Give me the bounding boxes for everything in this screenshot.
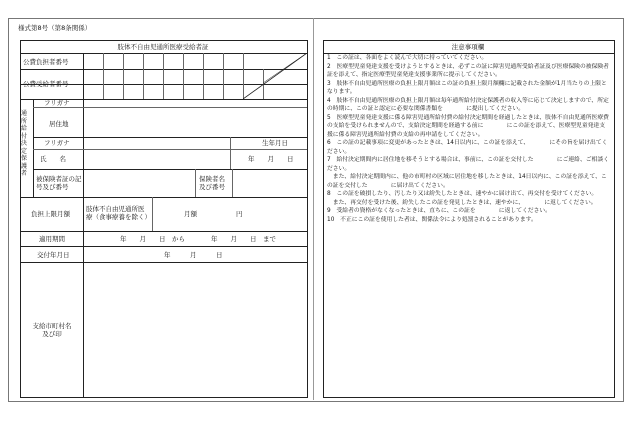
note-item: 9 受給者の資格がなくなったときは、直ちに、この証を に返してください。 (327, 208, 551, 214)
note-item: 8 この証を破損したり、汚したり又は紛失したときは、速やかに届け出て、再交付を受けてください。 (327, 191, 598, 197)
issue-date-value: 年 月 日 (164, 251, 223, 259)
notes-title: 注意事項欄 (451, 43, 485, 51)
certificate-title: 肢体不自由児通所医療受給者証 (117, 43, 209, 51)
note-item: 5 医療型児童発達支援に係る障害児通所給付費の給付決定期間を経過したときは、肢体不自由児通所医療費の支給を受けられませんので、支給決定期間を経過する前に にこの証を添えて、医療型児童発達支援に係る障害児通所給付費の支給の再申請をしてください。 (327, 114, 609, 138)
name-label: 氏 名 (40, 155, 66, 163)
furigana-label-2: フリガナ (44, 139, 70, 147)
insurer-name-label: 保険者名及び番号 (199, 175, 225, 191)
form-number: 様式第8号（第8条関係） (18, 24, 92, 32)
diagonal-hatch (243, 53, 307, 99)
notes-list (327, 54, 610, 224)
furigana-label-1: フリガナ (44, 99, 70, 107)
municipality-label: 支給市町村名及び印 (32, 322, 72, 338)
note-item: 7 給付決定期間内に居住地を移そうとする場合は、事前に、この証を交付した にご連絡、ご相談ください。 (327, 157, 609, 172)
recipient-number-label: 公費受給者番号 (23, 80, 69, 88)
birth-date-value: 年 月 日 (248, 155, 294, 163)
payer-number-label: 公費負担者番号 (23, 58, 69, 66)
note-item: 1 この証は、各面をよく読んで大切に持っていてください。 (327, 55, 488, 61)
note-item: 4 肢体不自由児通所医療の負担上限月額は毎年通所給付決定保護者の収入等に応じて決定しますので、所定の時期に、この証と認定に必要な関係書類を に提出してください。 (327, 97, 609, 112)
note-item: 2 医療型児童発達支援を受けようとするときは、必ずこの証に障害児通所受給者証及び医療保険の被保険者証を添えて、指定医療型児童発達支援事業所に提示してください。 (327, 63, 609, 78)
address-label: 居住地 (49, 120, 69, 128)
medical-fee-label: 肢体不自由児通所医療（食事療養を除く） (86, 205, 151, 221)
page-divider (313, 18, 314, 400)
burden-limit-label: 負担上限月額 (31, 210, 70, 218)
note-item: また、再交付を受けた後、紛失したこの証を発見したときは、速やかに、 に返してください。 (327, 199, 597, 206)
birth-date-label: 生年月日 (262, 139, 288, 147)
note-item: 10 不正にこの証を使用した者は、関係法令により処罰されることがあります。 (327, 216, 537, 223)
guardian-group-label: 通所給付決定保護者 (21, 110, 28, 177)
note-item: また、給付決定期間内に、他の市町村の区域に居住地を移したときは、14日以内に、この証を添えて、この証を交付した に届け出てください。 (327, 174, 607, 189)
monthly-amount: 月額 円 (184, 210, 243, 218)
note-item: 6 この証の記載事項に変更があったときは、14日以内に、この証を添えて、 にその旨を届け出てください。 (327, 140, 608, 155)
valid-period-label: 適用期間 (39, 235, 65, 243)
note-item: 3 肢体不自由児通所医療の負担上限月額はこの証の負担上限月額欄に記載された金額が1月当たりの上限となります。 (327, 80, 607, 95)
insurance-card-label: 被保険者証の記号及び番号 (36, 175, 82, 191)
valid-period-value: 年 月 日 から 年 月 日 まで (120, 235, 276, 243)
issue-date-label: 交付年月日 (37, 251, 70, 259)
